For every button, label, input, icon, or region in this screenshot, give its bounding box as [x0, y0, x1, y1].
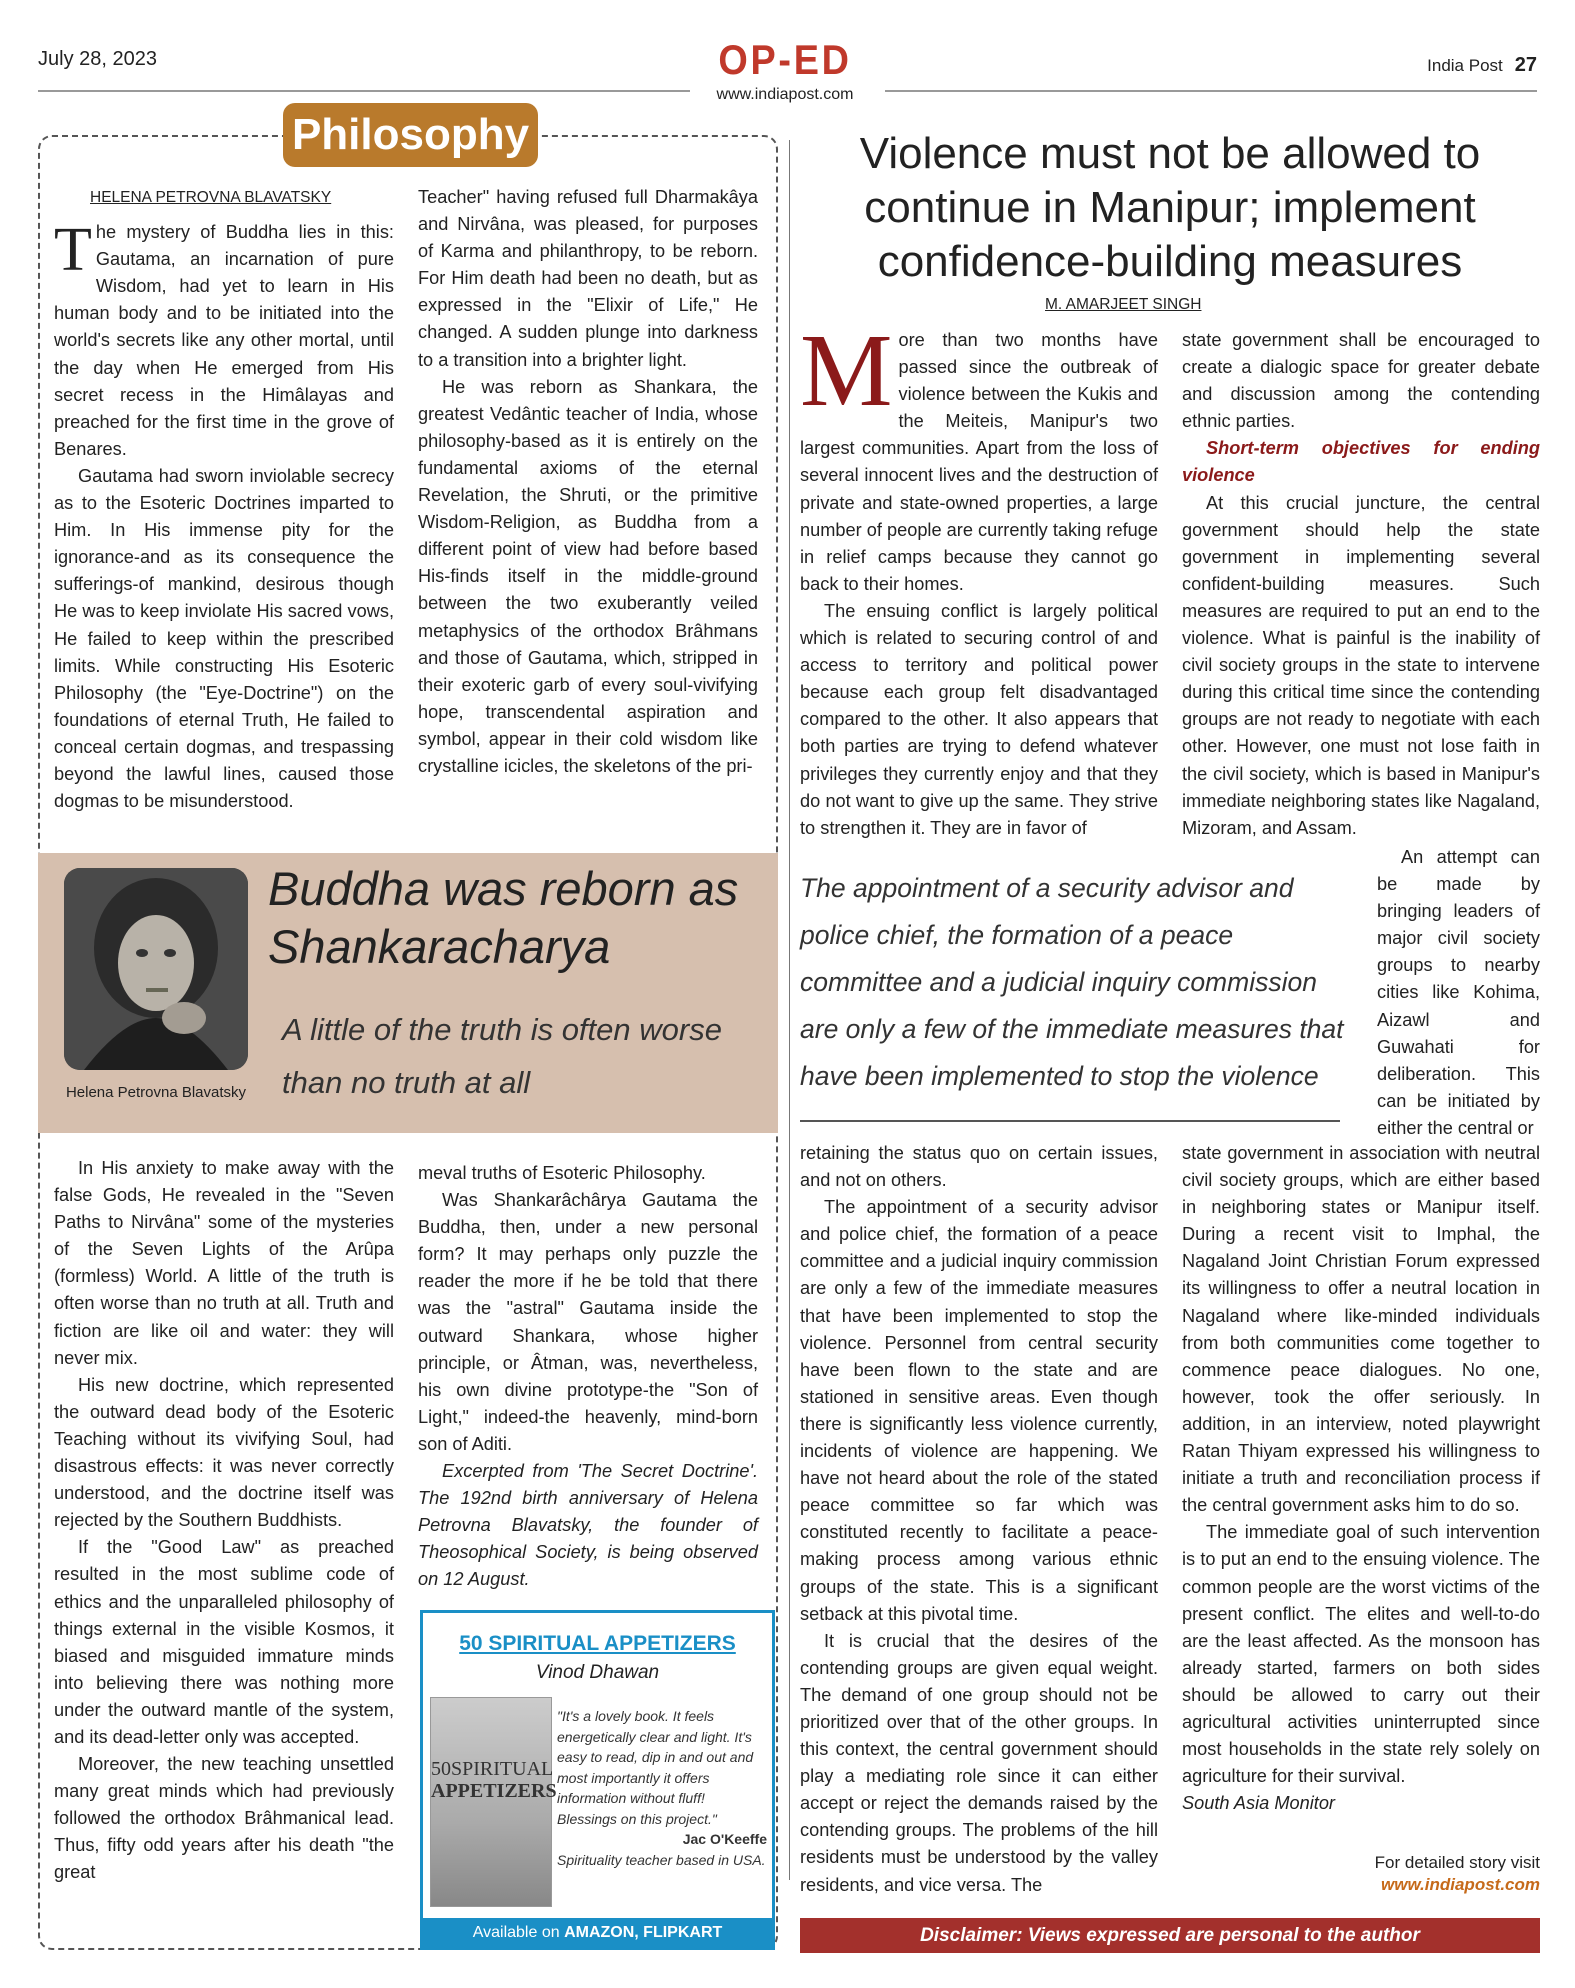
philosophy-col2-top: [418, 184, 758, 780]
header-rule-left: [38, 90, 690, 92]
disclaimer-bar: Disclaimer: Views expressed are personal to the author: [800, 1918, 1540, 1953]
paragraph: His new doctrine, which represented the outward dead body of the Esoteric Teaching without its vivifying Soul, had disastrous effects: it was never correctly understood, and the doctrine itself was rejected by the Southern Buddhists.: [54, 1374, 394, 1531]
reviewer-name: Jac O'Keeffe: [682, 1831, 767, 1847]
column-divider: [789, 140, 790, 1880]
drop-cap: T: [54, 216, 92, 285]
paragraph: More than two months have passed since the outbreak of violence between the Kukis and the Meiteis, Manipur's two largest communities. Apart from the loss of several innocent lives and the destruction of private and state-owned properties, a large number of people are currently taking refuge in relief camps because they cannot go back to their homes.: [800, 313, 1158, 594]
manipur-colA-top: [800, 313, 1158, 842]
paragraph: The mystery of Buddha lies in this: Gautama, an incarnation of pure Wisdom, had yet to learn in His human body and to be initiated into the world's secrets like any other mortal, until the day when He emerged from His secret recess in the Himâlayas and preached for the first time in the grove of Benares.: [54, 216, 394, 459]
manipur-colA-bottom: [800, 1140, 1158, 1899]
header-website-link[interactable]: www.indiapost.com: [716, 86, 854, 103]
book-cover: [430, 1697, 557, 1907]
page-number: 27: [1514, 54, 1537, 76]
philosophy-col1-top: [54, 184, 394, 815]
manipur-pull-quote: The appointment of a security advisor and police chief, the formation of a peace committee and a judicial inquiry commission are only a few of the immediate measures that have been implemented to stop the violence: [800, 873, 1344, 1091]
paragraph: state government shall be encouraged to create a dialogic space for greater debate and discussion among the contending ethnic parties.: [1182, 330, 1540, 432]
philosophy-byline: HELENA PETROVNA BLAVATSKY: [90, 189, 332, 206]
section-title: OP-ED: [718, 36, 852, 83]
photo-caption: Helena Petrovna Blavatsky: [65, 1084, 247, 1101]
pull-quote-rule: [800, 1120, 1340, 1122]
paragraph: meval truths of Esoteric Philosophy.: [418, 1163, 706, 1183]
drop-cap: M: [800, 313, 893, 428]
philosophy-headline: Buddha was reborn as Shankaracharya: [268, 862, 739, 973]
review-quote: "It's a lovely book. It feels energetically clear and light. It's easy to read, dip in and out and most importantly it offers information without fluff! Blessings on this project.": [557, 1708, 754, 1827]
book-availability: Available on AMAZON, FLIPKART: [423, 1918, 772, 1947]
paper-info: [1427, 54, 1537, 77]
section-subhead: Short-term objectives for ending violence: [1182, 438, 1540, 486]
book-review: [557, 1706, 767, 1870]
paper-name: India Post: [1427, 56, 1503, 75]
manipur-colB-side: [1377, 844, 1540, 1142]
issue-date: July 28, 2023: [38, 48, 157, 70]
visit-label: For detailed story visit: [1374, 1853, 1540, 1872]
book-author: Vinod Dhawan: [535, 1662, 660, 1683]
paragraph: Was Shankarâchârya Gautama the Buddha, then, under a new personal form? It may perhaps only puzzle the reader the more if he be told that there was the "astral" Gautama inside the outward Shankara, whose higher principle, or Âtman, was, nevertheless, his own divine prototype-the "Son of Light," indeed-the heavenly, mind-born son of Aditi.: [418, 1190, 758, 1454]
detailed-story-note: [1170, 1852, 1540, 1896]
manipur-byline: M. AMARJEET SINGH: [1045, 296, 1202, 313]
book-title[interactable]: 50 SPIRITUAL APPETIZERS: [459, 1632, 736, 1655]
paragraph: Teacher" having refused full Dharmakâya and Nirvâna, was pleased, for purposes of Karma and philanthropy, to be reborn. For Him death had been no death, but as expressed in the "Elixir of Life," He changed. A sudden plunge into darkness to a transition into a brighter light.: [418, 187, 758, 370]
manipur-headline: Violence must not be allowed to continue in Manipur; implement confidence-building measures: [859, 129, 1481, 286]
paragraph: In His anxiety to make away with the false Gods, He revealed in the "Seven Paths to Nirvâna" some of the mysteries of the Seven Lights of the Arûpa (formless) World. A little of the truth is often worse than no truth at all. Truth and fiction are like oil and water: they will never mix.: [54, 1158, 394, 1368]
paragraph: An attempt can be made by bringing leaders of major civil society groups to nearby cities like Kohima, Aizawl and Guwahati for deliberation. This can be initiated by either the central or: [1377, 847, 1540, 1138]
header-rule-right: [885, 90, 1537, 92]
paragraph: state government in association with neutral civil society groups, which are either based in neighboring states or Manipur itself. During a recent visit to Imphal, the Nagaland Joint Christian Forum expressed its willingness to offer a neutral location in Nagaland where like-minded individuals from both communities come together to commence peace dialogues. No one, however, took the offer seriously. In addition, in an interview, noted playwright Ratan Thiyam expressed his willingness to initiate a truth and reconciliation process if the central government asks him to do so.: [1182, 1143, 1540, 1516]
paragraph: At this crucial juncture, the central government should help the state government in implementing several confident-building measures. Such measures are required to put an end to the violence. What is painful is the inability of civil society groups in the state to intervene during this critical time since the contending groups are not ready to negotiate with each other. However, one must not lose faith in the civil society, which is based in Manipur's immediate neighboring states like Nagaland, Mizoram, and Assam.: [1182, 492, 1540, 838]
paragraph: Moreover, the new teaching unsettled many great minds which had previously followed the orthodox Brâhmanical lead. Thus, fifty odd years after his death "the great: [54, 1754, 394, 1883]
philosophy-col2-bottom: [418, 1160, 758, 1594]
manipur-colB-top: [1182, 327, 1540, 842]
manipur-colB-bottom: [1182, 1140, 1540, 1817]
paragraph: It is crucial that the desires of the contending groups are given equal weight. The demand of one group should not be prioritized over that of the other groups. In this context, the central government should play a mediating role since it can either accept or reject the demands raised by the contending groups. The problems of the hill residents must be understood by the valley residents, and vice versa. The: [800, 1630, 1158, 1895]
philosophy-col1-bottom: [54, 1155, 394, 1887]
paragraph: The immediate goal of such intervention is to put an end to the ensuing violence. The common people are the worst victims of the present conflict. The elites and well-to-do are the least affected. As the monsoon has already started, farmers on both sides should be allowed to carry out their agricultural activities uninterrupted since most households in the state rely solely on agriculture for their survival.: [1182, 1522, 1540, 1787]
philosophy-tag: Philosophy: [283, 103, 538, 167]
portrait-image: [64, 868, 248, 1070]
paragraph: retaining the status quo on certain issues, and not on others.: [800, 1143, 1158, 1191]
book-cover-line1: 50SPIRITUAL: [431, 1758, 554, 1780]
store-links[interactable]: AMAZON, FLIPKART: [564, 1924, 723, 1941]
excerpt-note: Excerpted from 'The Secret Doctrine'. The 192nd birth anniversary of Helena Petrovna Blavatsky, the founder of Theosophical Society, is being observed on 12 August.: [418, 1461, 758, 1590]
visit-link[interactable]: www.indiapost.com: [1381, 1875, 1540, 1894]
paragraph: The appointment of a security advisor and police chief, the formation of a peace committee and a judicial inquiry commission are only a few of the immediate measures that have been implemented to stop the violence. Personnel from central security have been flown to the state and are stationed in sensitive areas. Even though there is significantly less violence currently, incidents of violence are happening. We have not heard about the role of the stated peace committee so far which was constituted recently to facilitate a peace-making process among various ethnic groups of the state. This is a significant setback at this pivotal time.: [800, 1197, 1158, 1624]
source-credit: South Asia Monitor: [1182, 1793, 1335, 1814]
book-cover-line2: APPETIZERS: [431, 1780, 557, 1802]
paragraph: He was reborn as Shankara, the greatest Vedântic teacher of India, whose philosophy-based as it is entirely on the fundamental axioms of the eternal Revelation, the Shruti, or the primitive Wisdom-Religion, as Buddha from a different point of view had before based His-finds itself in the middle-ground between the two exuberantly veiled metaphysics of the orthodox Brâhmans and those of Gautama, which, stripped in their exoteric garb of every soul-vivifying hope, transcendental aspiration and symbol, appear in their cold wisdom like crystalline icicles, the skeletons of the pri-: [418, 376, 758, 776]
philosophy-pull-quote: A little of the truth is often worse than no truth at all: [282, 1012, 722, 1100]
paragraph: Gautama had sworn inviolable secrecy as to the Esoteric Doctrines imparted to Him. In His immense pity for the ignorance-and as its consequence the sufferings-of mankind, desirous though He was to keep inviolate His sacred vows, He failed to keep within the prescribed limits. While constructing His Esoteric Philosophy (the "Eye-Doctrine") on the foundations of eternal Truth, He failed to conceal certain dogmas, and trespassing beyond the lawful lines, caused those dogmas to be misunderstood.: [54, 465, 394, 812]
author-photo: [64, 868, 248, 1070]
reviewer-desc: Spirituality teacher based in USA.: [557, 1851, 766, 1868]
paragraph: If the "Good Law" as preached resulted in the most sublime code of ethics and the unparalleled philosophy of things external in the visible Kosmos, it biased and misguided immature minds into believing there was nothing more under the outward mantle of the system, and its dead-letter only was accepted.: [54, 1537, 394, 1747]
paragraph: The ensuing conflict is largely political which is related to securing control of and access to territory and political power because each group felt disadvantaged compared to the other. It also appears that both parties are trying to defend whatever privileges they currently enjoy and that they do not want to give up the same. They strive to strengthen it. They are in favor of: [800, 600, 1158, 838]
